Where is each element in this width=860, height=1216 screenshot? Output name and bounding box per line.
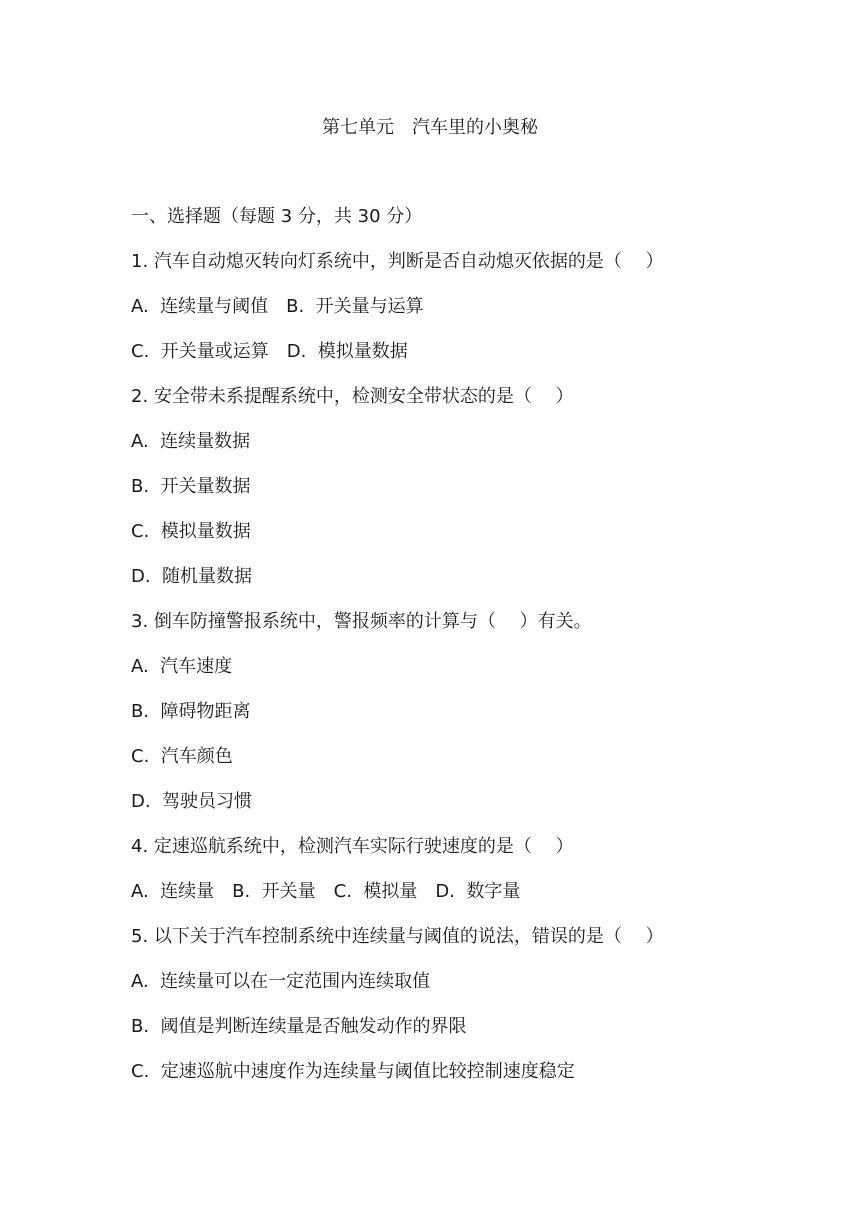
- question-3-text: 3. 倒车防撞警报系统中，警报频率的计算与（ ）有关。: [131, 611, 592, 632]
- question-2-option-b: B. 开关量数据: [131, 476, 251, 497]
- question-5-option-c: C. 定速巡航中速度作为连续量与阈值比较控制速度稳定: [131, 1061, 575, 1082]
- question-3-option-c: C. 汽车颜色: [131, 746, 233, 767]
- question-3-option-a: A. 汽车速度: [131, 656, 233, 677]
- section-heading: 一、选择题（每题 3 分，共 30 分）: [131, 206, 423, 227]
- question-2-option-c: C. 模拟量数据: [131, 521, 251, 542]
- question-2-text: 2. 安全带未系提醒系统中，检测安全带状态的是（ ）: [131, 386, 574, 407]
- question-5-option-a: A. 连续量可以在一定范围内连续取值: [131, 971, 431, 992]
- question-5-text: 5. 以下关于汽车控制系统中连续量与阈值的说法，错误的是（ ）: [131, 926, 664, 947]
- question-4-options: A. 连续量 B. 开关量 C. 模拟量 D. 数字量: [131, 881, 521, 902]
- question-3-option-d: D. 驾驶员习惯: [131, 791, 253, 812]
- question-5-option-b: B. 阈值是判断连续量是否触发动作的界限: [131, 1016, 467, 1037]
- page-title: 第七单元 汽车里的小奥秘: [322, 117, 538, 138]
- question-content: [131, 203, 811, 1103]
- question-2-option-a: A. 连续量数据: [131, 431, 251, 452]
- question-2-option-d: D. 随机量数据: [131, 566, 253, 587]
- question-4-text: 4. 定速巡航系统中，检测汽车实际行驶速度的是（ ）: [131, 836, 574, 857]
- question-1-options-row-1: A. 连续量与阈值 B. 开关量与运算: [131, 296, 424, 317]
- question-1-text: 1. 汽车自动熄灭转向灯系统中，判断是否自动熄灭依据的是（ ）: [131, 251, 664, 272]
- question-1-options-row-2: C. 开关量或运算 D. 模拟量数据: [131, 341, 408, 362]
- question-3-option-b: B. 障碍物距离: [131, 701, 251, 722]
